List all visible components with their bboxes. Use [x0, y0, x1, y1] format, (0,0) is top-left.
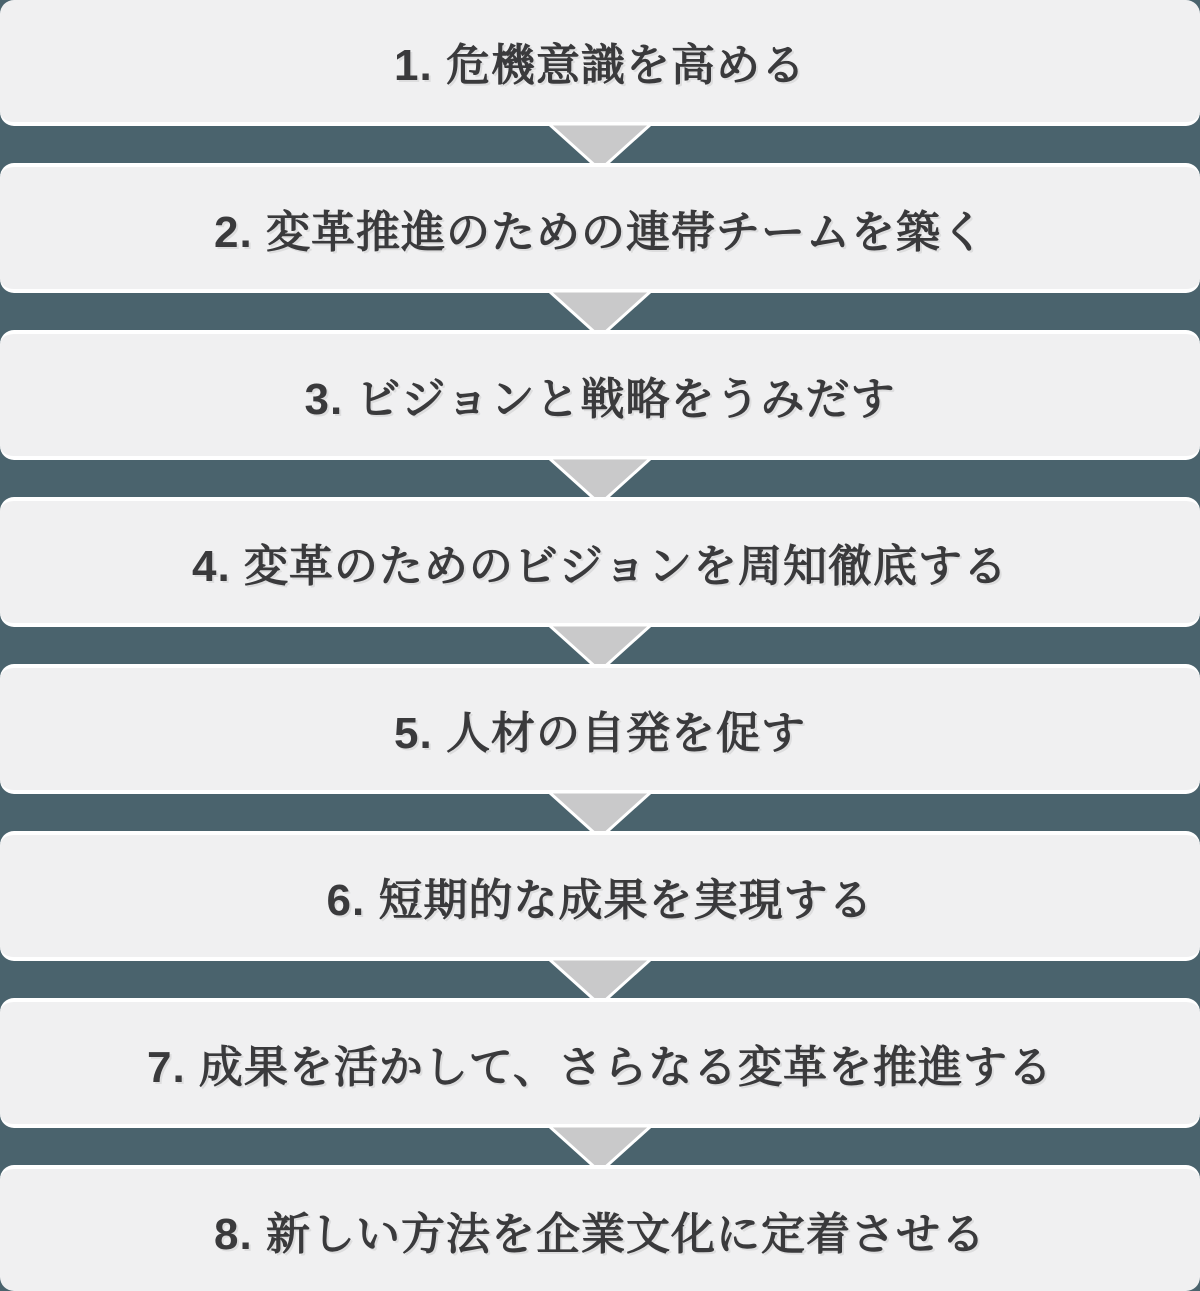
step-label: 7. 成果を活かして、さらなる変革を推進する [146, 1043, 1054, 1092]
step-box-2 [0, 163, 1200, 293]
step-label: 6. 短期的な成果を実現する [326, 876, 874, 925]
step-label: 5. 人材の自発を促す [394, 709, 806, 758]
step-label: 3. ビジョンと戦略をうみだす [304, 375, 896, 424]
step-box-8 [0, 1165, 1200, 1291]
step-label: 8. 新しい方法を企業文化に定着させる [214, 1210, 986, 1259]
step-box-6 [0, 831, 1200, 961]
step-box-1 [0, 0, 1200, 126]
step-box-3 [0, 330, 1200, 460]
step-label: 1. 危機意識を高める [394, 41, 806, 90]
step-label: 4. 変革のためのビジョンを周知徹底する [191, 542, 1009, 591]
step-label: 2. 変革推進のための連帯チームを築く [214, 208, 986, 257]
step-box-7 [0, 998, 1200, 1128]
step-box-5 [0, 664, 1200, 794]
step-box-4 [0, 497, 1200, 627]
